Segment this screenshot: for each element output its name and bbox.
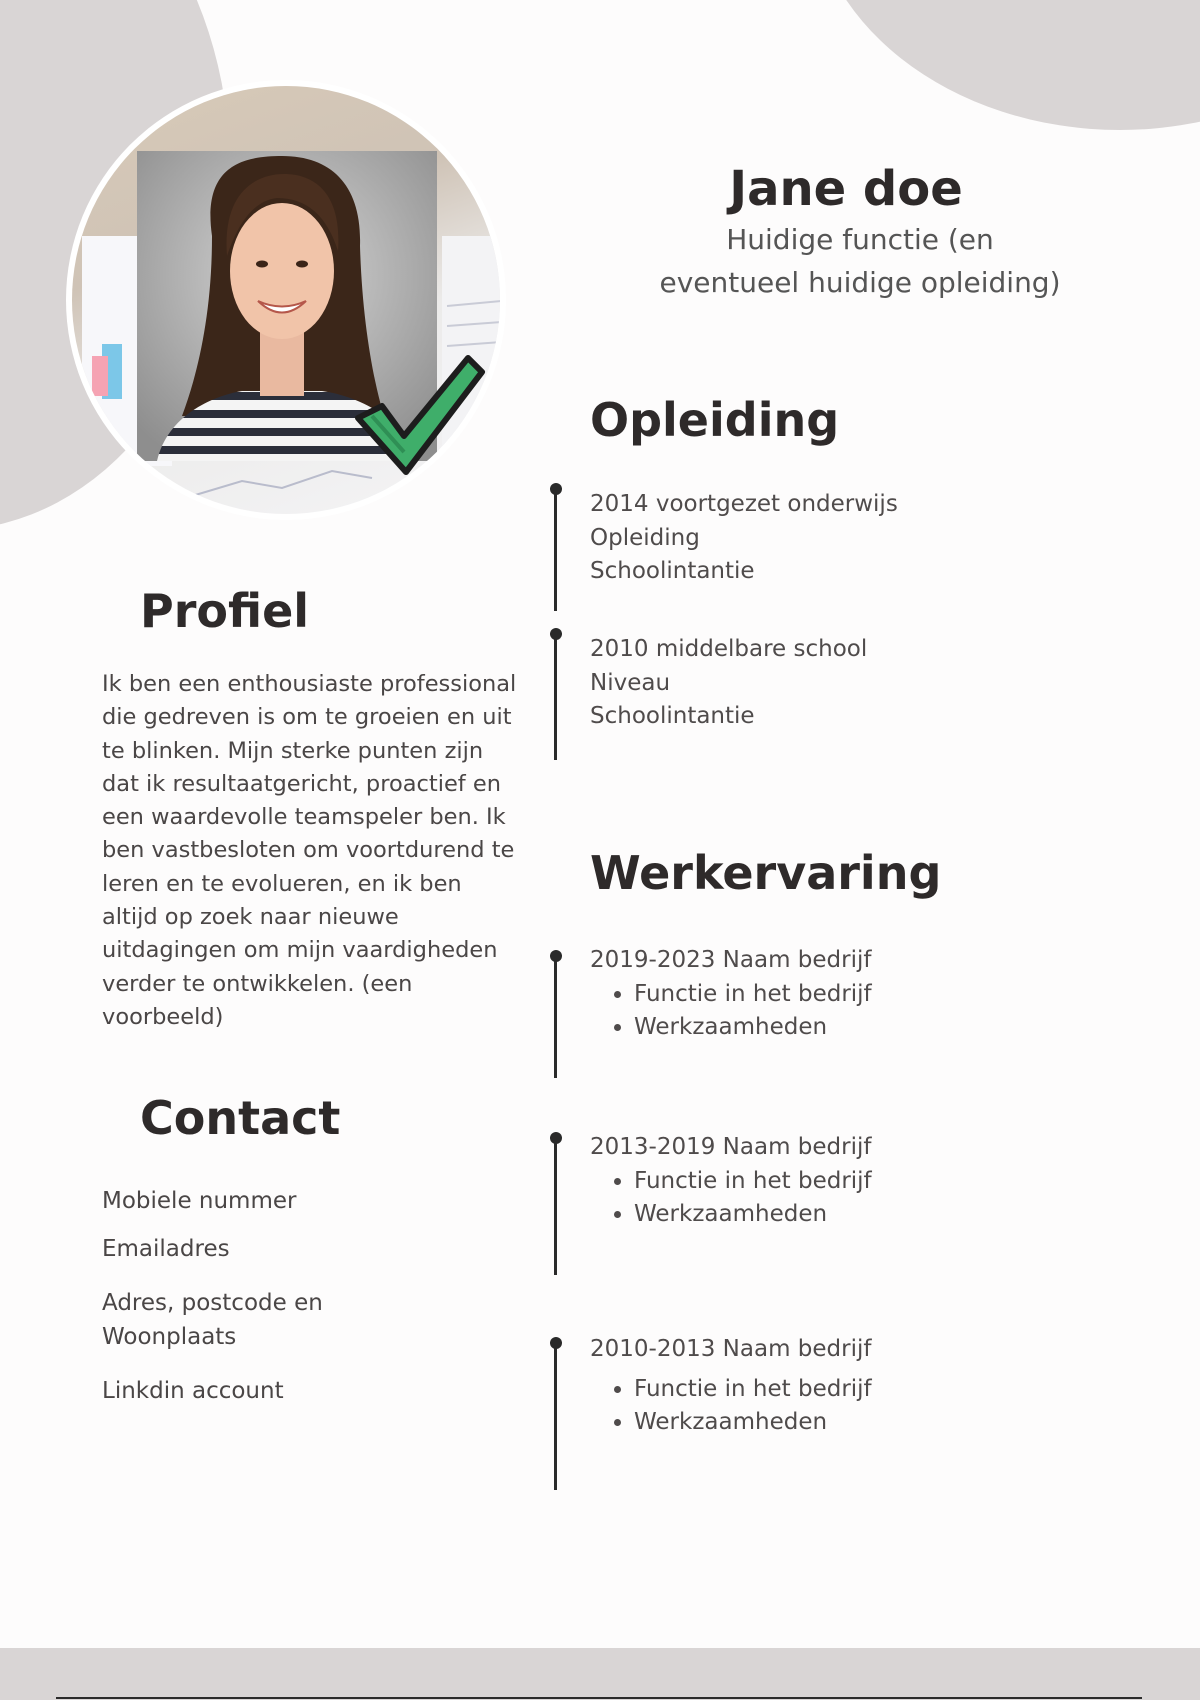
experience-bullet: • Werkzaamheden <box>634 1011 1110 1045</box>
experience-bullets <box>590 978 1110 1045</box>
experience-bullet: • Werkzaamheden <box>634 1406 1110 1440</box>
education-program: Opleiding <box>590 524 700 551</box>
education-level: Niveau <box>590 669 671 696</box>
experience-entry <box>590 1333 1110 1440</box>
contact-linkedin: Linkdin account <box>102 1378 284 1404</box>
experience-heading-line: 2013-2019 Naam bedrijf <box>590 1134 872 1160</box>
experience-entry <box>590 1131 1110 1232</box>
timeline-bar <box>554 636 557 760</box>
current-position <box>600 218 1120 304</box>
contact-heading: Contact <box>140 1091 341 1145</box>
contact-address-line: Adres, postcode en <box>102 1290 323 1316</box>
education-institution: Schoolintantie <box>590 558 755 584</box>
timeline-bar <box>554 958 557 1078</box>
subtitle-line: Huidige functie (en <box>726 223 994 256</box>
experience-heading-line: 2010-2013 Naam bedrijf <box>590 1336 872 1362</box>
footer-divider <box>56 1697 1142 1699</box>
experience-heading-line: 2019-2023 Naam bedrijf <box>590 947 872 973</box>
contact-address <box>102 1286 462 1354</box>
checkmark-icon <box>350 350 490 480</box>
profile-text: Ik ben een enthousiaste professional die gedreven is om te groeien en uit te blinken. Mijn sterke punten zijn dat ik resultaatgericht, proactief en een waardevolle teamspeler ben. Ik ben vastbesloten om voortdurend te leren en te evolueren, en ik ben altijd op zoek naar nieuwe uitdagingen om mijn vaardigheden verder te ontwikkelen. (een voorbeeld) <box>102 671 517 1030</box>
candidate-name: Jane doe <box>729 161 963 217</box>
experience-bullet: • Functie in het bedrijf <box>634 978 1110 1012</box>
education-year-school: 2014 voortgezet onderwijs <box>590 491 898 517</box>
subtitle-line: eventueel huidige opleiding) <box>659 266 1061 299</box>
experience-heading: Werkervaring <box>590 846 942 900</box>
experience-bullet: • Functie in het bedrijf <box>634 1165 1110 1199</box>
decorative-shape-right <box>810 0 1200 130</box>
contact-address-line: Woonplaats <box>102 1324 237 1350</box>
experience-bullet: • Werkzaamheden <box>634 1198 1110 1232</box>
timeline-bar <box>554 1140 557 1275</box>
education-heading: Opleiding <box>590 393 840 447</box>
experience-entry <box>590 944 1110 1045</box>
timeline-bar <box>554 1345 557 1490</box>
experience-bullets <box>590 1165 1110 1232</box>
contact-email: Emailadres <box>102 1236 230 1262</box>
education-year-school: 2010 middelbare school <box>590 636 868 662</box>
education-entry <box>590 633 1110 734</box>
education-institution: Schoolintantie <box>590 703 755 729</box>
experience-bullets <box>590 1373 1110 1440</box>
experience-bullet: • Functie in het bedrijf <box>634 1373 1110 1407</box>
profile-heading: Profiel <box>140 584 310 638</box>
footer-band <box>0 1648 1200 1700</box>
contact-phone: Mobiele nummer <box>102 1188 297 1214</box>
timeline-bar <box>554 491 557 611</box>
education-entry <box>590 488 1110 589</box>
